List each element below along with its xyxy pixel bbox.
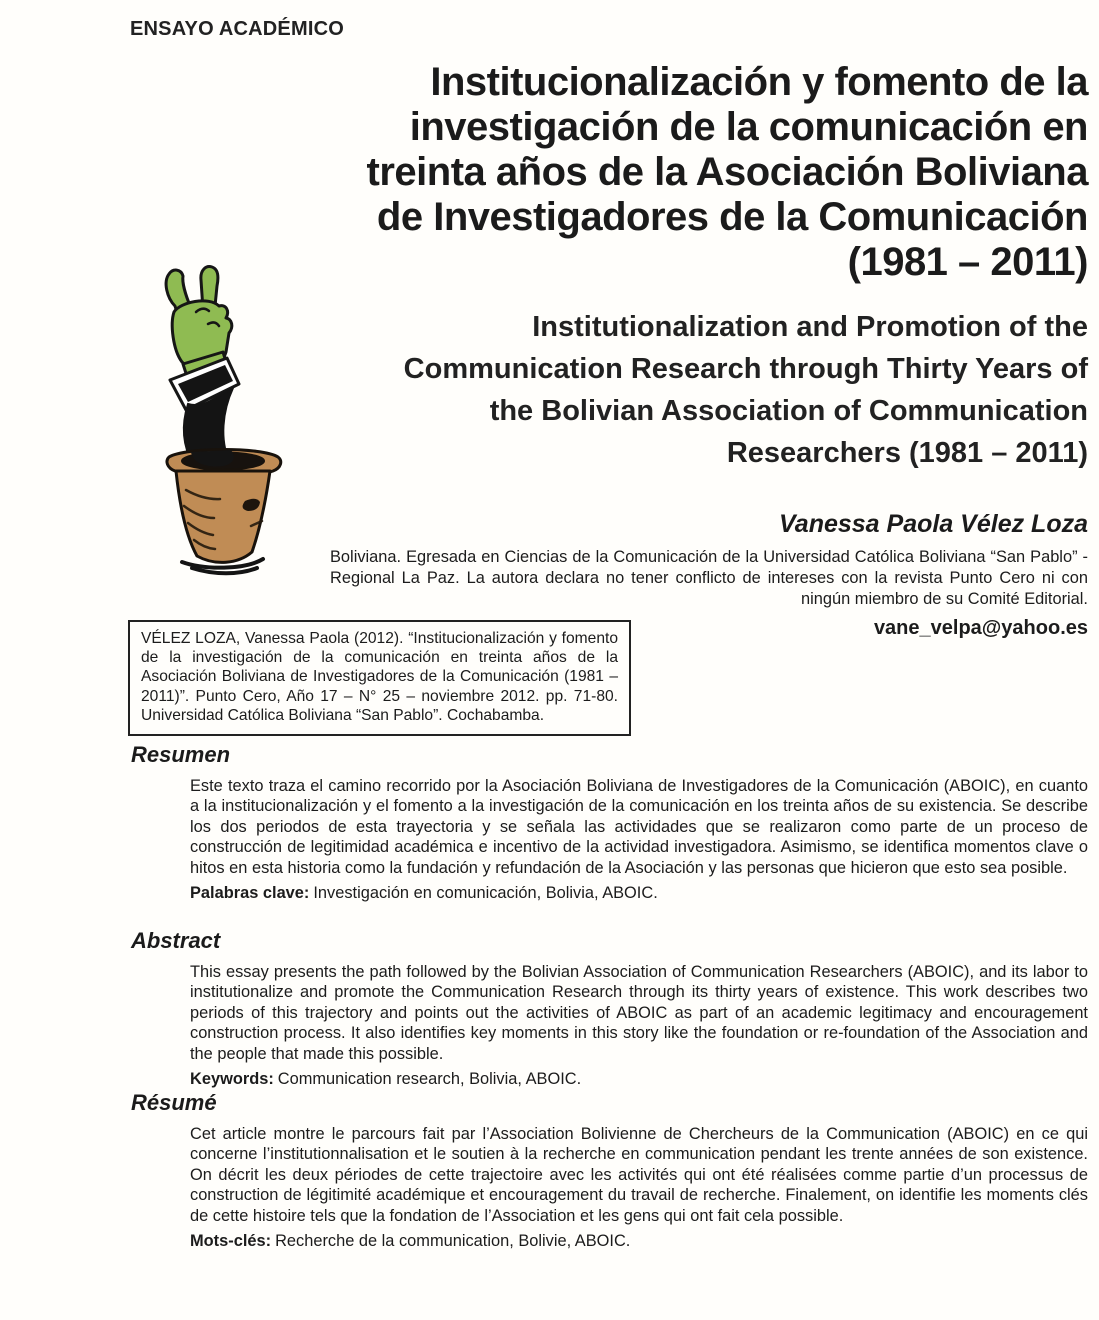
section-keywords [190, 1231, 1088, 1251]
keywords-text: Communication research, Bolivia, ABOIC. [277, 1070, 582, 1089]
keywords-label: Mots-clés: [190, 1232, 272, 1251]
section-abstract [131, 928, 1088, 1089]
author-bio: Boliviana. Egresada en Ciencias de la Comunicación de la Universidad Católica Boliviana “San Pablo” - Regional La Paz. La autora declara no tener conflicto de intereses con la revista Punto Cero ni con ningún miembro de su Comité Editorial. [330, 548, 1088, 608]
section-body: This essay presents the path followed by the Bolivian Association of Communication Researchers (ABOIC), and its labor to institutionalize and promote the Communication Research through its thirty years of existence. This work describes two periods of this trajectory and points out the activities of ABOIC as part of an academic legitimacy and encouragement construction process. It also identifies key moments in this story like the foundation or re-foundation of the Association and the people that made this possible. [190, 963, 1088, 1063]
section-resumen [131, 742, 1088, 903]
author-name: Vanessa Paola Vélez Loza [779, 510, 1088, 538]
section-body: Cet article montre le parcours fait par l’Association Bolivienne de Chercheurs de la Communication (ABOIC) en ce qui concerne l’institutionnalisation et le soutien à la recherche en communication pendant les trente années de son existence. On décrit les deux périodes de cette trajectoire avec les activités qui ont été réalisées comme partie d’un processus de construction de légitimité académique et encouragement du travail de recherche. Finalement, on identifie les moments clés de cette histoire tels que la fondation de l’Association et les gens qui ont fait cela possible. [190, 1125, 1088, 1225]
section-body: Este texto traza el camino recorrido por la Asociación Boliviana de Investigadores de la Comunicación (ABOIC), en cuanto a la institucionalización y el fomento a la investigación de la comunicación en los treinta años de su existencia. Se describe los dos periodos de esta trayectoria y se señala las actividades que se realizaron como parte de un proceso de construcción de legitimidad académica e incentivo de la actividad investigadora. Asimismo, se identifica momentos clave o hitos en esta historia como la fundación y refundación de la Asociación y las personas que hicieron que esto sea posible. [190, 777, 1088, 877]
keywords-label: Palabras clave: [190, 884, 310, 903]
keywords-label: Keywords: [190, 1070, 274, 1089]
title-line: the Bolivian Association of Communication [489, 395, 1088, 427]
title-line: Institutionalization and Promotion of the [532, 311, 1088, 343]
title-line: Communication Research through Thirty Years of [403, 353, 1088, 385]
rock-hand-plant-illustration [162, 264, 286, 578]
keywords-text: Investigación en comunicación, Bolivia, ABOIC. [313, 884, 658, 903]
article-type-label: ENSAYO ACADÉMICO [130, 18, 344, 40]
citation-box: VÉLEZ LOZA, Vanessa Paola (2012). “Institucionalización y fomento de la investigación de la comunicación en treinta años de la Asociación Boliviana de Investigadores de la Comunicación (1981 – 2011)”. Punto Cero, Año 17 – N° 25 – noviembre 2012. pp. 71-80. Universidad Católica Boliviana “San Pablo”. Cochabamba. [128, 620, 631, 736]
title-line: (1981 – 2011) [847, 240, 1088, 284]
section-heading: Résumé [131, 1090, 217, 1115]
section-keywords [190, 1069, 1088, 1089]
keywords-text: Recherche de la communication, Bolivie, ABOIC. [275, 1232, 631, 1251]
title-line: Institucionalización y fomento de la [430, 60, 1088, 104]
article-title-english [404, 306, 1088, 474]
section-heading: Resumen [131, 742, 231, 767]
title-line: Researchers (1981 – 2011) [726, 437, 1088, 469]
title-line: investigación de la comunicación en [409, 105, 1088, 149]
section-resume [131, 1090, 1088, 1251]
section-keywords [190, 883, 1088, 903]
article-title-spanish [367, 60, 1088, 285]
section-heading: Abstract [131, 928, 221, 953]
title-line: de Investigadores de la Comunicación [376, 195, 1088, 239]
rock-hand-plant-icon [162, 264, 286, 578]
title-line: treinta años de la Asociación Boliviana [366, 150, 1088, 194]
author-email: vane_velpa@yahoo.es [873, 617, 1088, 639]
